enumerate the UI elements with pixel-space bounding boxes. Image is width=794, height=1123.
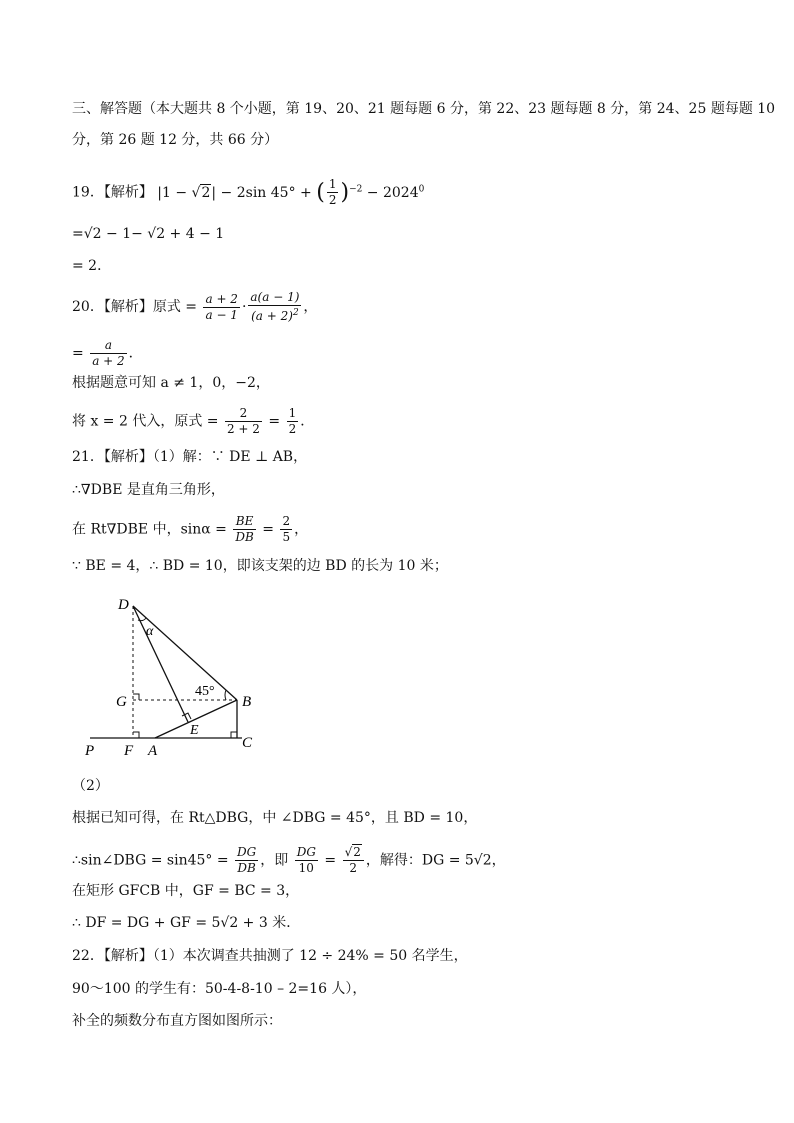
q20-sub-result: $\frac{1}{2}$ bbox=[288, 406, 297, 436]
label-a: A bbox=[148, 743, 158, 759]
q19-tag: 【解析】 bbox=[103, 184, 153, 201]
q21-number: 21． bbox=[72, 449, 104, 465]
q20-sub-label: 将 x = 2 代入，原式 = bbox=[72, 413, 219, 430]
q20-frac1: $\frac{a + 2}{a - 1}$ bbox=[205, 291, 238, 322]
q21-tag: 【解析】 bbox=[103, 449, 153, 465]
q20-equals: = bbox=[72, 345, 84, 362]
section-heading-line2: 分，第 26 题 12 分，共 66 分） bbox=[72, 132, 279, 148]
label-45: 45° bbox=[195, 684, 215, 699]
q21-part2-line3: 在矩形 GFCB 中，GF = BC = 3， bbox=[72, 883, 300, 899]
geometry-figure bbox=[80, 590, 280, 760]
q20-expression: 20．【解析】原式 = $\frac{a + 2}{a - 1}$ · $\frac{a(a - 1)}{(a + 2)^2}$ ， bbox=[72, 290, 318, 323]
q21-part1-line3: 在 Rt∇DBE 中，sinα = $\frac{BE}{DB}$ = $\frac{2}{5}$ ， bbox=[72, 514, 309, 544]
q22-line2: 90～100 的学生有：50-4-8-10 – 2=16 人）， bbox=[72, 981, 367, 997]
right-angle-f bbox=[133, 732, 139, 738]
q21-ji-label: ，即 bbox=[260, 852, 289, 869]
q21-sin-value: $\frac{2}{5}$ bbox=[282, 514, 291, 544]
q20-tag: 【解析】 bbox=[103, 299, 153, 315]
q21-sin-frac: $\frac{BE}{DB}$ bbox=[235, 514, 254, 544]
q21-part1-line1 bbox=[72, 448, 307, 466]
q21-part2-line2: ∴sin∠DBG = sin45° = $\frac{DG}{DB}$ ，即 $\frac{DG}{10}$ = $\frac{√2}{2}$ ，解得：DG = 5√2， bbox=[72, 845, 506, 875]
q21-sin-label: 在 Rt∇DBE 中，sinα = bbox=[72, 521, 227, 538]
segment-de bbox=[133, 606, 188, 722]
label-e: E bbox=[190, 723, 199, 738]
q21-part2-label: （2） bbox=[72, 778, 109, 794]
q21-sin-dbg-label: ∴sin∠DBG = sin45° = bbox=[72, 852, 229, 869]
q21-part1-start: （1）解：∵ DE ⊥ AB， bbox=[152, 449, 308, 465]
q22-line1: 22．【解析】（1）本次调查共抽测了 12 ÷ 24% = 50 名学生， bbox=[72, 948, 468, 964]
label-b: B bbox=[242, 694, 252, 710]
q21-dg-db-frac: $\frac{DG}{DB}$ bbox=[237, 845, 257, 875]
label-c: C bbox=[242, 735, 253, 751]
segment-db bbox=[133, 606, 237, 700]
q19-formula: |1 − √2| − 2sin 45° + ( $\frac{1}{2}$ )$^{-2} - 2024^0$ bbox=[157, 177, 425, 207]
q21-part2-line1: 根据已知可得，在 Rt△DBG，中 ∠DBG = 45°，且 BD = 10， bbox=[72, 810, 478, 826]
q20-result: = $\frac{a}{a + 2}$ ． bbox=[72, 338, 143, 368]
q21-dg-10-frac: $\frac{DG}{10}$ bbox=[296, 845, 316, 875]
q22-line3: 补全的频数分布直方图如图所示： bbox=[72, 1013, 282, 1029]
q20-sub-frac: $\frac{2}{2 + 2}$ bbox=[226, 406, 260, 436]
q21-part2-line4: ∴ DF = DG + GF = 5√2 + 3 米． bbox=[72, 915, 301, 931]
right-angle-c bbox=[231, 732, 237, 738]
label-d: D bbox=[118, 597, 129, 613]
q21-part1-line2: ∴∇DBE 是直角三角形， bbox=[72, 482, 225, 498]
q21-solve-dg: ，解得：DG = 5√2， bbox=[365, 852, 506, 869]
q21-part1-line4: ∵ BE = 4，∴ BD = 10，即该支架的边 BD 的长为 10 米； bbox=[72, 558, 448, 574]
q20-orig-label: 原式 = bbox=[152, 299, 198, 315]
q19-step2: = 2． bbox=[72, 258, 112, 274]
label-alpha: α bbox=[146, 624, 154, 639]
q19-number: 19． bbox=[72, 184, 104, 201]
q20-condition: 根据题意可知 a ≠ 1，0，−2， bbox=[72, 375, 270, 391]
q19-expression bbox=[72, 177, 424, 208]
right-angle-g bbox=[133, 694, 139, 700]
label-p: P bbox=[85, 743, 95, 759]
label-f: F bbox=[124, 743, 134, 759]
label-g: G bbox=[116, 694, 127, 710]
q20-frac2: $\frac{a(a - 1)}{(a + 2)^2}$ bbox=[250, 290, 300, 323]
q20-number: 20． bbox=[72, 299, 104, 315]
q20-substitute: 将 x = 2 代入，原式 = $\frac{2}{2 + 2}$ = $\frac{1}{2}$ ． bbox=[72, 406, 315, 436]
q19-step1: =√2 − 1− √2 + 4 − 1 bbox=[72, 226, 225, 242]
angle-45-arc bbox=[225, 690, 226, 700]
q21-sqrt2-half: $\frac{√2}{2}$ bbox=[343, 845, 364, 876]
q20-result-frac: $\frac{a}{a + 2}$ bbox=[92, 338, 125, 368]
section-heading-line1: 三、解答题（本大题共 8 个小题，第 19、20、21 题每题 6 分，第 22、23 题每题 8 分，第 24、25 题每题 10 bbox=[72, 101, 776, 117]
